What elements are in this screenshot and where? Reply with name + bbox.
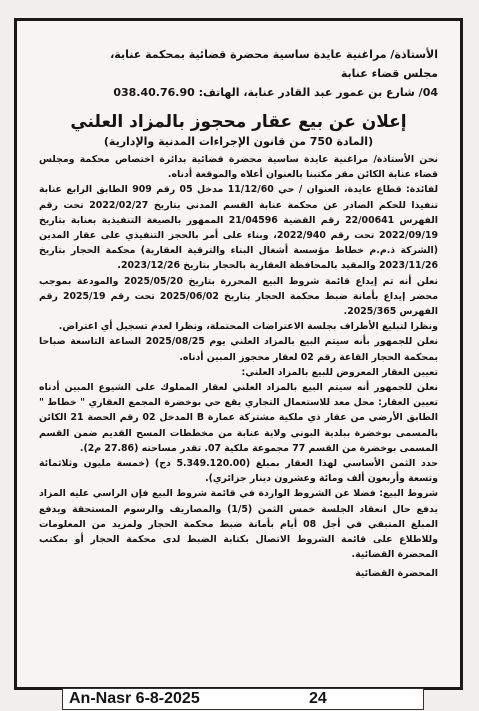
- paragraph-sale-conditions: شروط البيع: فضلا عن الشروط الواردة في قائمة شروط البيع فإن الراسي عليه المزاد يدفع حال انعقاد الجلسة خمس الثمن (1/5) والمصاريف والرسوم المستحقة ويدفع المبلغ المتبقي في أجل 08 أيام بأمانة ضبط محكمة الحجار ولمزيد من المعلومات وللاطلاع على قائمة الشروط الاتصال بكتابة الضبط لدى محكمة الحجار أو بمكتب المحضرة القضائية.: [39, 488, 438, 561]
- paragraph-base-price: حدد الثمن الأساسي لهذا العقار بمبلغ (5.349.120.00 دج) (خمسة مليون وثلاثمائة وتسعة وأربعون ألف ومائة وعشرون دينار جزائري).: [39, 458, 438, 485]
- announcement-body: [39, 45, 438, 582]
- paragraph-deposit: نعلن أنه تم إيداع قائمة شروط البيع المحررة بتاريخ 2025/05/20 والمودعة بموجب محضر إيداع بأمانة ضبط محكمة الحجار بتاريخ 2025/06/02 تحت رقم 2025/19 رقم الفهرس 2025/365.: [39, 275, 438, 318]
- court-line: مجلس قضاء عنابة: [340, 67, 438, 80]
- page-footer: [62, 688, 424, 710]
- paragraph-auction-date: نعلن للجمهور بأنه سيتم البيع بالمزاد العلني يوم 2025/08/25 الساعة التاسعة صباحا بمحكمة الحجار القاعة رقم 02 لعقار محجوز المبين أدناه.: [39, 336, 439, 363]
- page-number: 24: [309, 690, 327, 707]
- signature: المحضرة القضائية: [355, 568, 438, 580]
- paragraph-objections: ونظرا لتبليغ الأطراف بجلسة الاعتراضات المحتملة، ونظرا لعدم تسجيل أي اعتراض.: [58, 321, 438, 333]
- paragraph-property-description: نعلن للجمهور أنه سيتم البيع بالمزاد العلني لعقار المملوك على الشيوع المبين أدناه تعيين العقار: محل معد للاستعمال التجاري يقع حي بوخضرة المجمع العقاري " خطاط " الطابق الأرضي من عقار ذي ملكية مشتركة عمارة B المدخل 02 رقم الحصة 21 الكائن بالمسمى بوخضرة ببلدية البوني ولاية عنابة من مخططات المسح القديم ضمن القسم المسمى بوخضرة من القسم 77 مجموعة ملكية 07. تقدر مساحته (27.86 م2).: [39, 382, 438, 454]
- bailiff-name-line: الأستاذة/ مراغنية عايدة ساسية محضرة قضائية بمحكمة عنابة،: [110, 48, 438, 61]
- address-phone-line: 04/ شارع بن عمور عبد القادر عنابة، الهاتف: 038.40.76.90: [113, 86, 438, 99]
- paragraph-intro: نحن الأستاذة/ مراغنية عايدة ساسية محضرة قضائية بدائرة اختصاص محكمة ومجلس قضاء عنابة الكائن مقر مكتبنا بالعنوان أعلاه والموقعة أدناه.: [39, 154, 438, 181]
- paragraph-property-heading: تعيين العقار المعروض للبيع بالمزاد العلني:: [241, 366, 438, 378]
- announcement-subtitle: (المادة 750 من قانون الإجراءات المدنية والإدارية): [103, 135, 374, 148]
- announcement-title: إعلان عن بيع عقار محجوز بالمزاد العلني: [70, 112, 407, 132]
- announcement-frame: [14, 18, 463, 690]
- newspaper-name-date: An-Nasr 6-8-2025: [69, 690, 200, 707]
- paragraph-beneficiary: لفائدة: قطاع عايدة، العنوان / حي 11/12/60 مدخل 05 رقم 909 الطابق الرابع عنابة تنفيذا للحكم الصادر عن محكمة عنابة القسم المدني بتاريخ 2022/02/27 تحت رقم الفهرس 22/00641 رقم القضية 21/04596 الممهور بالصيغة التنفيذية بعنابة بتاريخ 2022/09/19 تحت رقم 2022/940، وبناء على أمر بالحجز التنفيذي على عقار المدين (الشركة ذ.م.م خطاط مؤسسة أشغال البناء والترقية العقارية) محكمة الحجار بتاريخ 2023/11/26 والمقيد بالمحافظة العقارية بالحجار بتاريخ 2023/12/26.: [39, 184, 438, 272]
